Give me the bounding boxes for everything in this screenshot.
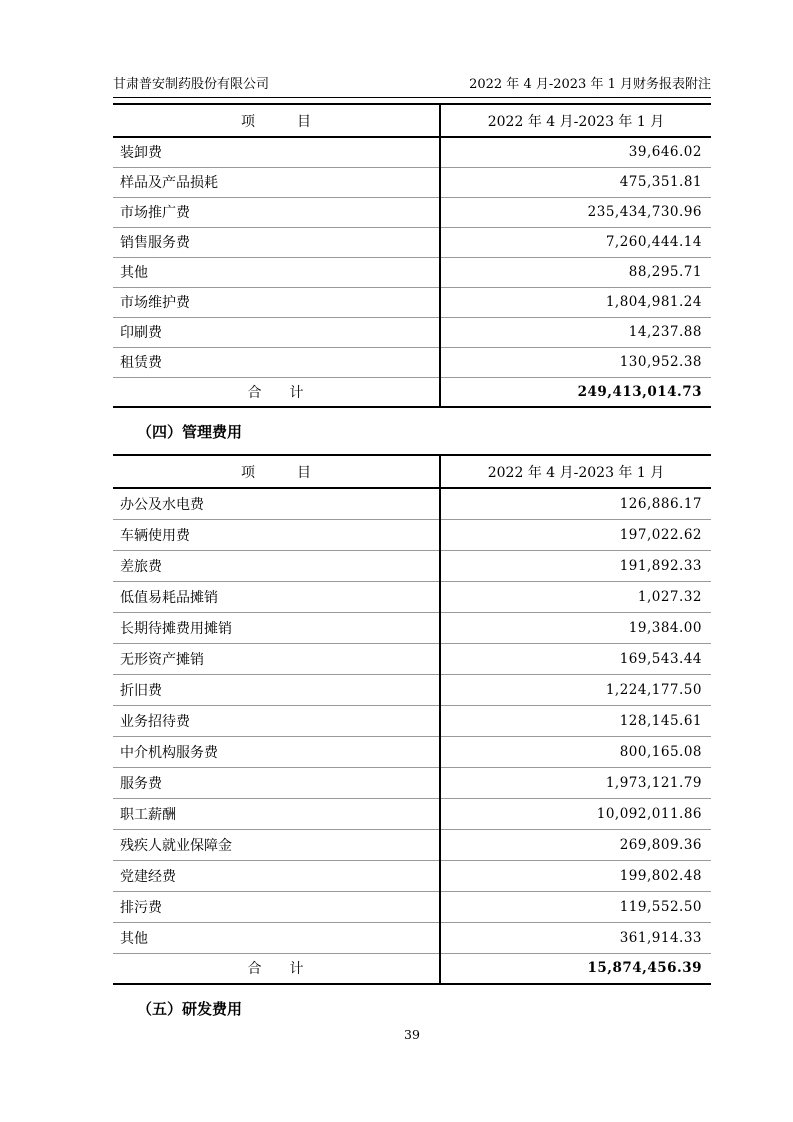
amount-value: 1,804,981.24 — [440, 287, 711, 317]
amount-value: 88,295.71 — [440, 257, 711, 287]
total-label: 合 计 — [113, 953, 440, 984]
item-label: 无形资产摊销 — [113, 643, 440, 674]
table-total-row — [113, 953, 711, 984]
amount-value: 119,552.50 — [440, 891, 711, 922]
amount-value: 7,260,444.14 — [440, 227, 711, 257]
amount-value: 39,646.02 — [440, 137, 711, 167]
amount-value: 130,952.38 — [440, 347, 711, 377]
total-value: 249,413,014.73 — [440, 377, 711, 407]
table-row — [113, 519, 711, 550]
amount-value: 169,543.44 — [440, 643, 711, 674]
item-label: 其他 — [113, 257, 440, 287]
item-label: 市场推广费 — [113, 197, 440, 227]
amount-value: 10,092,011.86 — [440, 798, 711, 829]
amount-value: 128,145.61 — [440, 705, 711, 736]
table-row — [113, 550, 711, 581]
document-header — [113, 73, 711, 98]
table-row — [113, 829, 711, 860]
item-label: 职工薪酬 — [113, 798, 440, 829]
item-label: 其他 — [113, 922, 440, 953]
item-label: 长期待摊费用摊销 — [113, 612, 440, 643]
page-number: 39 — [404, 1027, 420, 1042]
item-label: 印刷费 — [113, 317, 440, 347]
amount-value: 19,384.00 — [440, 612, 711, 643]
table-header-row — [113, 104, 711, 137]
table-row — [113, 257, 711, 287]
section-heading-rnd-expenses: （五）研发费用 — [137, 1000, 243, 1018]
table-row — [113, 612, 711, 643]
item-label: 办公及水电费 — [113, 488, 440, 519]
table-row — [113, 674, 711, 705]
item-label: 差旅费 — [113, 550, 440, 581]
amount-value: 361,914.33 — [440, 922, 711, 953]
table-row — [113, 581, 711, 612]
item-label: 市场维护费 — [113, 287, 440, 317]
table-row — [113, 736, 711, 767]
amount-value: 800,165.08 — [440, 736, 711, 767]
table-row — [113, 705, 711, 736]
item-label: 车辆使用费 — [113, 519, 440, 550]
period-column-header: 2022 年 4 月-2023 年 1 月 — [440, 104, 711, 137]
item-column-header: 项 目 — [113, 104, 440, 137]
table-row — [113, 922, 711, 953]
amount-value: 14,237.88 — [440, 317, 711, 347]
item-label: 销售服务费 — [113, 227, 440, 257]
table-row — [113, 167, 711, 197]
amount-value: 191,892.33 — [440, 550, 711, 581]
page-content — [113, 73, 711, 1031]
item-label: 装卸费 — [113, 137, 440, 167]
total-value: 15,874,456.39 — [440, 953, 711, 984]
item-label: 低值易耗品摊销 — [113, 581, 440, 612]
section-heading-admin-expenses: （四）管理费用 — [137, 423, 243, 441]
doc-title: 2022 年 4 月-2023 年 1 月财务报表附注 — [469, 77, 711, 92]
amount-value: 1,027.32 — [440, 581, 711, 612]
item-label: 中介机构服务费 — [113, 736, 440, 767]
table-row — [113, 860, 711, 891]
table-row — [113, 488, 711, 519]
company-name: 甘肃普安制药股份有限公司 — [113, 77, 270, 92]
item-label: 样品及产品损耗 — [113, 167, 440, 197]
amount-value: 235,434,730.96 — [440, 197, 711, 227]
item-column-header: 项 目 — [113, 455, 440, 488]
table-total-row — [113, 377, 711, 407]
item-label: 服务费 — [113, 767, 440, 798]
table-row — [113, 643, 711, 674]
item-label: 党建经费 — [113, 860, 440, 891]
amount-value: 199,802.48 — [440, 860, 711, 891]
item-label: 租赁费 — [113, 347, 440, 377]
amount-value: 475,351.81 — [440, 167, 711, 197]
item-label: 折旧费 — [113, 674, 440, 705]
amount-value: 1,224,177.50 — [440, 674, 711, 705]
total-label: 合 计 — [113, 377, 440, 407]
table-header-row — [113, 455, 711, 488]
amount-value: 197,022.62 — [440, 519, 711, 550]
period-column-header: 2022 年 4 月-2023 年 1 月 — [440, 455, 711, 488]
table-row — [113, 227, 711, 257]
amount-value: 269,809.36 — [440, 829, 711, 860]
table-row — [113, 287, 711, 317]
table-row — [113, 317, 711, 347]
item-label: 残疾人就业保障金 — [113, 829, 440, 860]
table-row — [113, 798, 711, 829]
item-label: 排污费 — [113, 891, 440, 922]
amount-value: 1,973,121.79 — [440, 767, 711, 798]
table-row — [113, 891, 711, 922]
selling-expense-table — [113, 103, 711, 408]
table-row — [113, 347, 711, 377]
item-label: 业务招待费 — [113, 705, 440, 736]
table-row — [113, 137, 711, 167]
amount-value: 126,886.17 — [440, 488, 711, 519]
admin-expense-table — [113, 454, 711, 985]
table-row — [113, 767, 711, 798]
table-row — [113, 197, 711, 227]
